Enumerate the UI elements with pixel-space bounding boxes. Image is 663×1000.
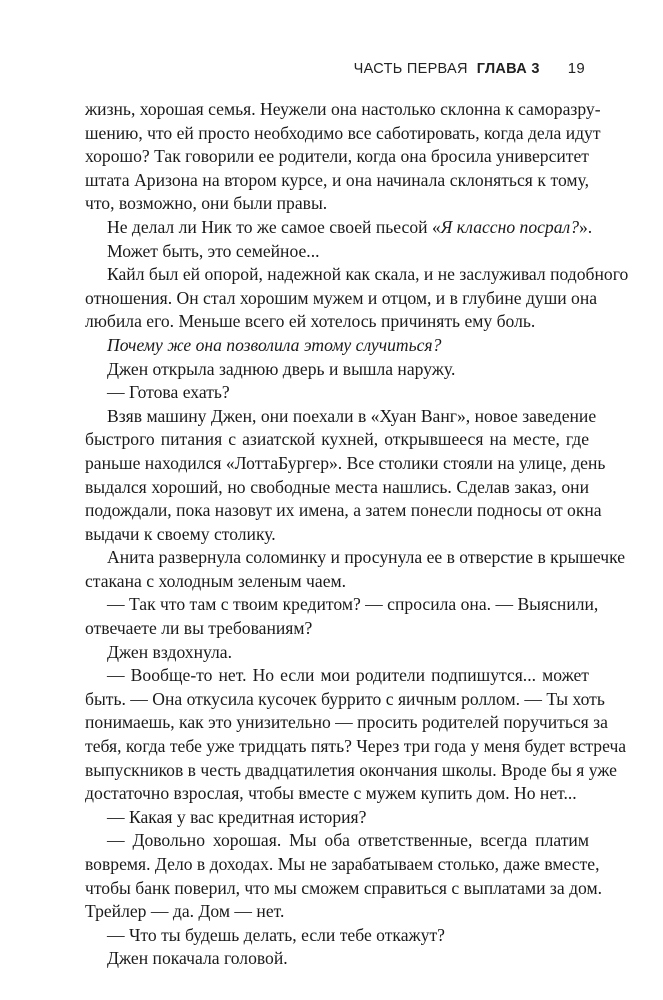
text-line: вовремя. Дело в доходах. Мы не зарабатываем столько, даже вместе, xyxy=(85,854,600,874)
paragraph-line: Джен открыла заднюю дверь и вышла наружу. xyxy=(107,358,456,379)
paragraph-line: — Вообще-то нет. Но если мои родители подпишутся... может xyxy=(107,665,589,686)
text-line: хорошо? Так говорили ее родители, когда она бросила университет xyxy=(85,146,589,167)
paragraph-line: Джен покачала головой. xyxy=(107,948,288,969)
text-line: стакана с холодным зеленым чаем. xyxy=(85,570,347,591)
text-line: штата Аризона на втором курсе, и она начинала склоняться к тому, xyxy=(85,169,589,190)
paragraph-line: Может быть, это семейное... xyxy=(107,240,320,261)
text-line: отвечаете ли вы требованиям? xyxy=(85,618,313,639)
paragraph-line: Кайл был ей опорой, надежной как скала, и не заслуживал подобного xyxy=(107,264,629,285)
paragraph-line xyxy=(85,216,593,240)
text-line: жизнь, хорошая семья. Неужели она настолько склонна к саморазру- xyxy=(85,99,601,119)
text-run: Не делал ли Ник то же самое своей пьесой « xyxy=(107,216,441,237)
text-line: быть. — Она откусила кусочек буррито с яичным роллом. — Ты хоть xyxy=(85,688,605,709)
text-line: шению, что ей просто необходимо все саботировать, когда дела идут xyxy=(85,122,601,143)
text-line: что, возможно, они были правы. xyxy=(85,193,328,214)
text-line: быстрого питания с азиатской кухней, открывшееся на месте, где xyxy=(85,429,589,450)
paragraph-line: — Какая у вас кредитная история? xyxy=(107,806,367,827)
text-line: выдался хороший, но свободные места нашлись. Сделав заказ, они xyxy=(85,476,589,497)
text-line: достаточно взрослая, чтобы вместе с мужем купить дом. Но нет... xyxy=(85,783,577,804)
text-line: понимаешь, как это унизительно — просить родителей поручиться за xyxy=(85,712,608,733)
paragraph-line: — Так что там с твоим кредитом? — спросила она. — Выяснили, xyxy=(107,594,599,615)
paragraph-line: Джен вздохнула. xyxy=(107,641,233,662)
text-line: подождали, пока назовут их имена, а затем понесли подносы от окна xyxy=(85,500,602,521)
part-title: ЧАСТЬ ПЕРВАЯ xyxy=(353,61,468,77)
paragraph-line: — Готова ехать? xyxy=(107,382,230,403)
page-number: 19 xyxy=(567,60,585,77)
paragraph-line: Анита развернула соломинку и просунула ее в отверстие в крышечке xyxy=(107,547,626,568)
text-line: выпускников в честь двадцатилетия окончания школы. Вроде бы я уже xyxy=(85,759,617,780)
text-line: тебя, когда тебе уже тридцать пять? Через три года у меня будет встреча xyxy=(85,736,627,757)
paragraph-line: Взяв машину Джен, они поехали в «Хуан Ванг», новое заведение xyxy=(107,405,597,426)
text-line: выдачи к своему столику. xyxy=(85,523,276,544)
paragraph-line: — Что ты будешь делать, если тебе откажут? xyxy=(107,924,445,945)
text-line: Трейлер — да. Дом — нет. xyxy=(85,901,285,922)
paragraph-line: Почему же она позволила этому случиться? xyxy=(107,334,442,355)
text-line: отношения. Он стал хорошим мужем и отцом, и в глубине души она xyxy=(85,287,598,308)
text-line: чтобы банк поверил, что мы сможем справиться с выплатами за дом. xyxy=(85,877,603,898)
chapter-title: ГЛАВА 3 xyxy=(476,61,540,77)
text-line: любила его. Меньше всего ей хотелось причинять ему боль. xyxy=(85,311,536,332)
paragraph-line: — Довольно хорошая. Мы оба ответственные, всегда платим xyxy=(107,830,589,851)
body-text xyxy=(85,98,629,971)
text-line: раньше находился «ЛоттаБургер». Все столики стояли на улице, день xyxy=(85,452,606,473)
play-title: Я классно посрал? xyxy=(440,216,579,237)
running-head xyxy=(354,60,585,77)
text-run: ». xyxy=(579,216,593,237)
